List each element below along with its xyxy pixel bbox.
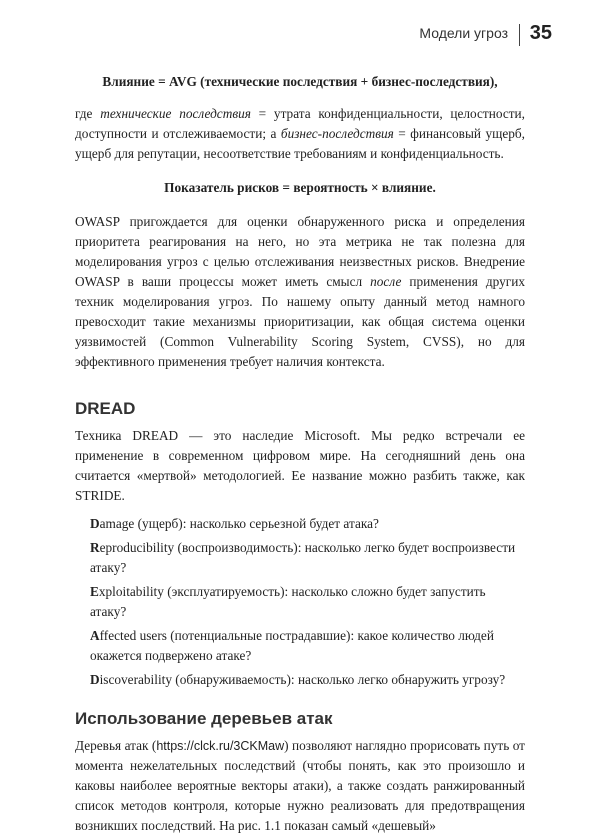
owasp-paragraph: OWASP пригождается для оценки обнаруженного риска и определения приоритета реагирования на него, но эта метрика не так полезна для моделирования угроз с целью отслеживания неизвестных рисков. Внедрение OWASP в ваши процессы может иметь смысл после применения других техник моделирования угроз. По нашему опыту данный метод намного превосходит такие механизмы приоритизации, как общая система оценки уязвимостей (Common Vulnerability Scoring System, CVSS), но для эффективного применения требует наличия контекста.: [75, 214, 525, 369]
impact-explanation: где технические последствия = утрата конфиденциальности, целостности, доступности и отслеживаемости; а бизнес-последствия = финансовый ущерб, ущерб для репутации, несоответствие требованиям и конфиденциальность.: [75, 106, 525, 161]
attack-trees-paragraph: Деревья атак (https://clck.ru/3CKMaw) позволяют наглядно прорисовать путь от момента нежелательных последствий (чтобы понять, как это произошло и каковы наиболее вероятные векторы атаки), а также создать ранжированный список методов контроля, которые нужно реализовать для предотвращения возникших последствий. На рис. 1.1 показан самый «дешевый»: [75, 738, 525, 833]
running-chapter-title: Модели угроз: [419, 25, 508, 41]
dread-item-exploitability: Exploitability (эксплуатируемость): насколько сложно будет запустить атаку?: [90, 584, 486, 619]
dread-heading: DREAD: [75, 399, 136, 418]
page-header: [0, 22, 600, 50]
dread-item-affected-users: Affected users (потенциальные пострадавшие): какое количество людей окажется подвержено атаке?: [90, 628, 494, 663]
dread-item-discoverability: Discoverability (обнаруживаемость): насколько легко обнаружить угрозу?: [90, 672, 506, 687]
page-number: 35: [529, 22, 552, 44]
risk-formula: Показатель рисков = вероятность × влияние.: [164, 180, 436, 195]
dread-item-damage: Damage (ущерб): насколько серьезной будет атака?: [90, 516, 379, 531]
attack-trees-link[interactable]: https://clck.ru/3CKMaw: [156, 739, 285, 753]
dread-list: [75, 514, 525, 690]
attack-trees-heading: Использование деревьев атак: [75, 709, 333, 728]
dread-intro: Техника DREAD — это наследие Microsoft. Мы редко встречали ее применение в современном цифровом мире. На сегодняшний день она считается «мертвой» методологией. Ее название можно разбить также, как STRIDE.: [75, 428, 525, 503]
dread-item-reproducibility: Reproducibility (воспроизводимость): насколько легко будет воспроизвести атаку?: [90, 540, 516, 575]
header-divider: [519, 24, 520, 46]
page-body: [75, 66, 525, 836]
impact-formula: Влияние = AVG (технические последствия + бизнес-последствия),: [102, 74, 498, 89]
